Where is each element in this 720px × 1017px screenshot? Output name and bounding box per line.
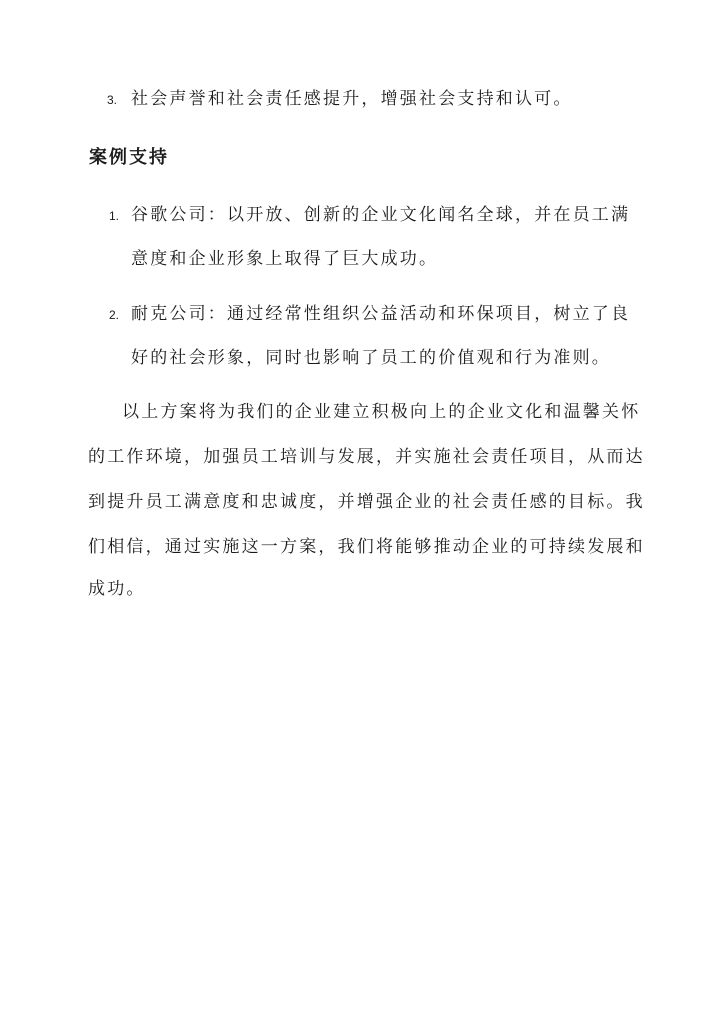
list-item-text: 社会声誉和社会责任感提升，增强社会支持和认可。 <box>131 89 573 109</box>
paragraph-line: 以上方案将为我们的企业建立积极向上的企业文化和温馨关怀 <box>122 402 641 422</box>
list-number: 1. <box>109 209 120 223</box>
list-number: 3. <box>107 93 118 107</box>
list-item-text: 耐克公司：通过经常性组织公益活动和环保项目，树立了良 <box>131 304 631 324</box>
list-item-text-continued: 好的社会形象，同时也影响了员工的价值观和行为准则。 <box>131 348 611 368</box>
paragraph-line: 到提升员工满意度和忠诚度，并增强企业的社会责任感的目标。我 <box>88 492 645 512</box>
paragraph-line: 们相信，通过实施这一方案，我们将能够推动企业的可持续发展和 <box>88 537 645 557</box>
list-item-text-continued: 意度和企业形象上取得了巨大成功。 <box>131 249 439 269</box>
paragraph-line: 的工作环境，加强员工培训与发展，并实施社会责任项目，从而达 <box>88 447 645 467</box>
section-heading: 案例支持 <box>89 147 169 168</box>
list-number: 2. <box>109 308 120 322</box>
list-item-text: 谷歌公司：以开放、创新的企业文化闻名全球，并在员工满 <box>131 205 631 225</box>
paragraph-line: 成功。 <box>88 579 146 599</box>
